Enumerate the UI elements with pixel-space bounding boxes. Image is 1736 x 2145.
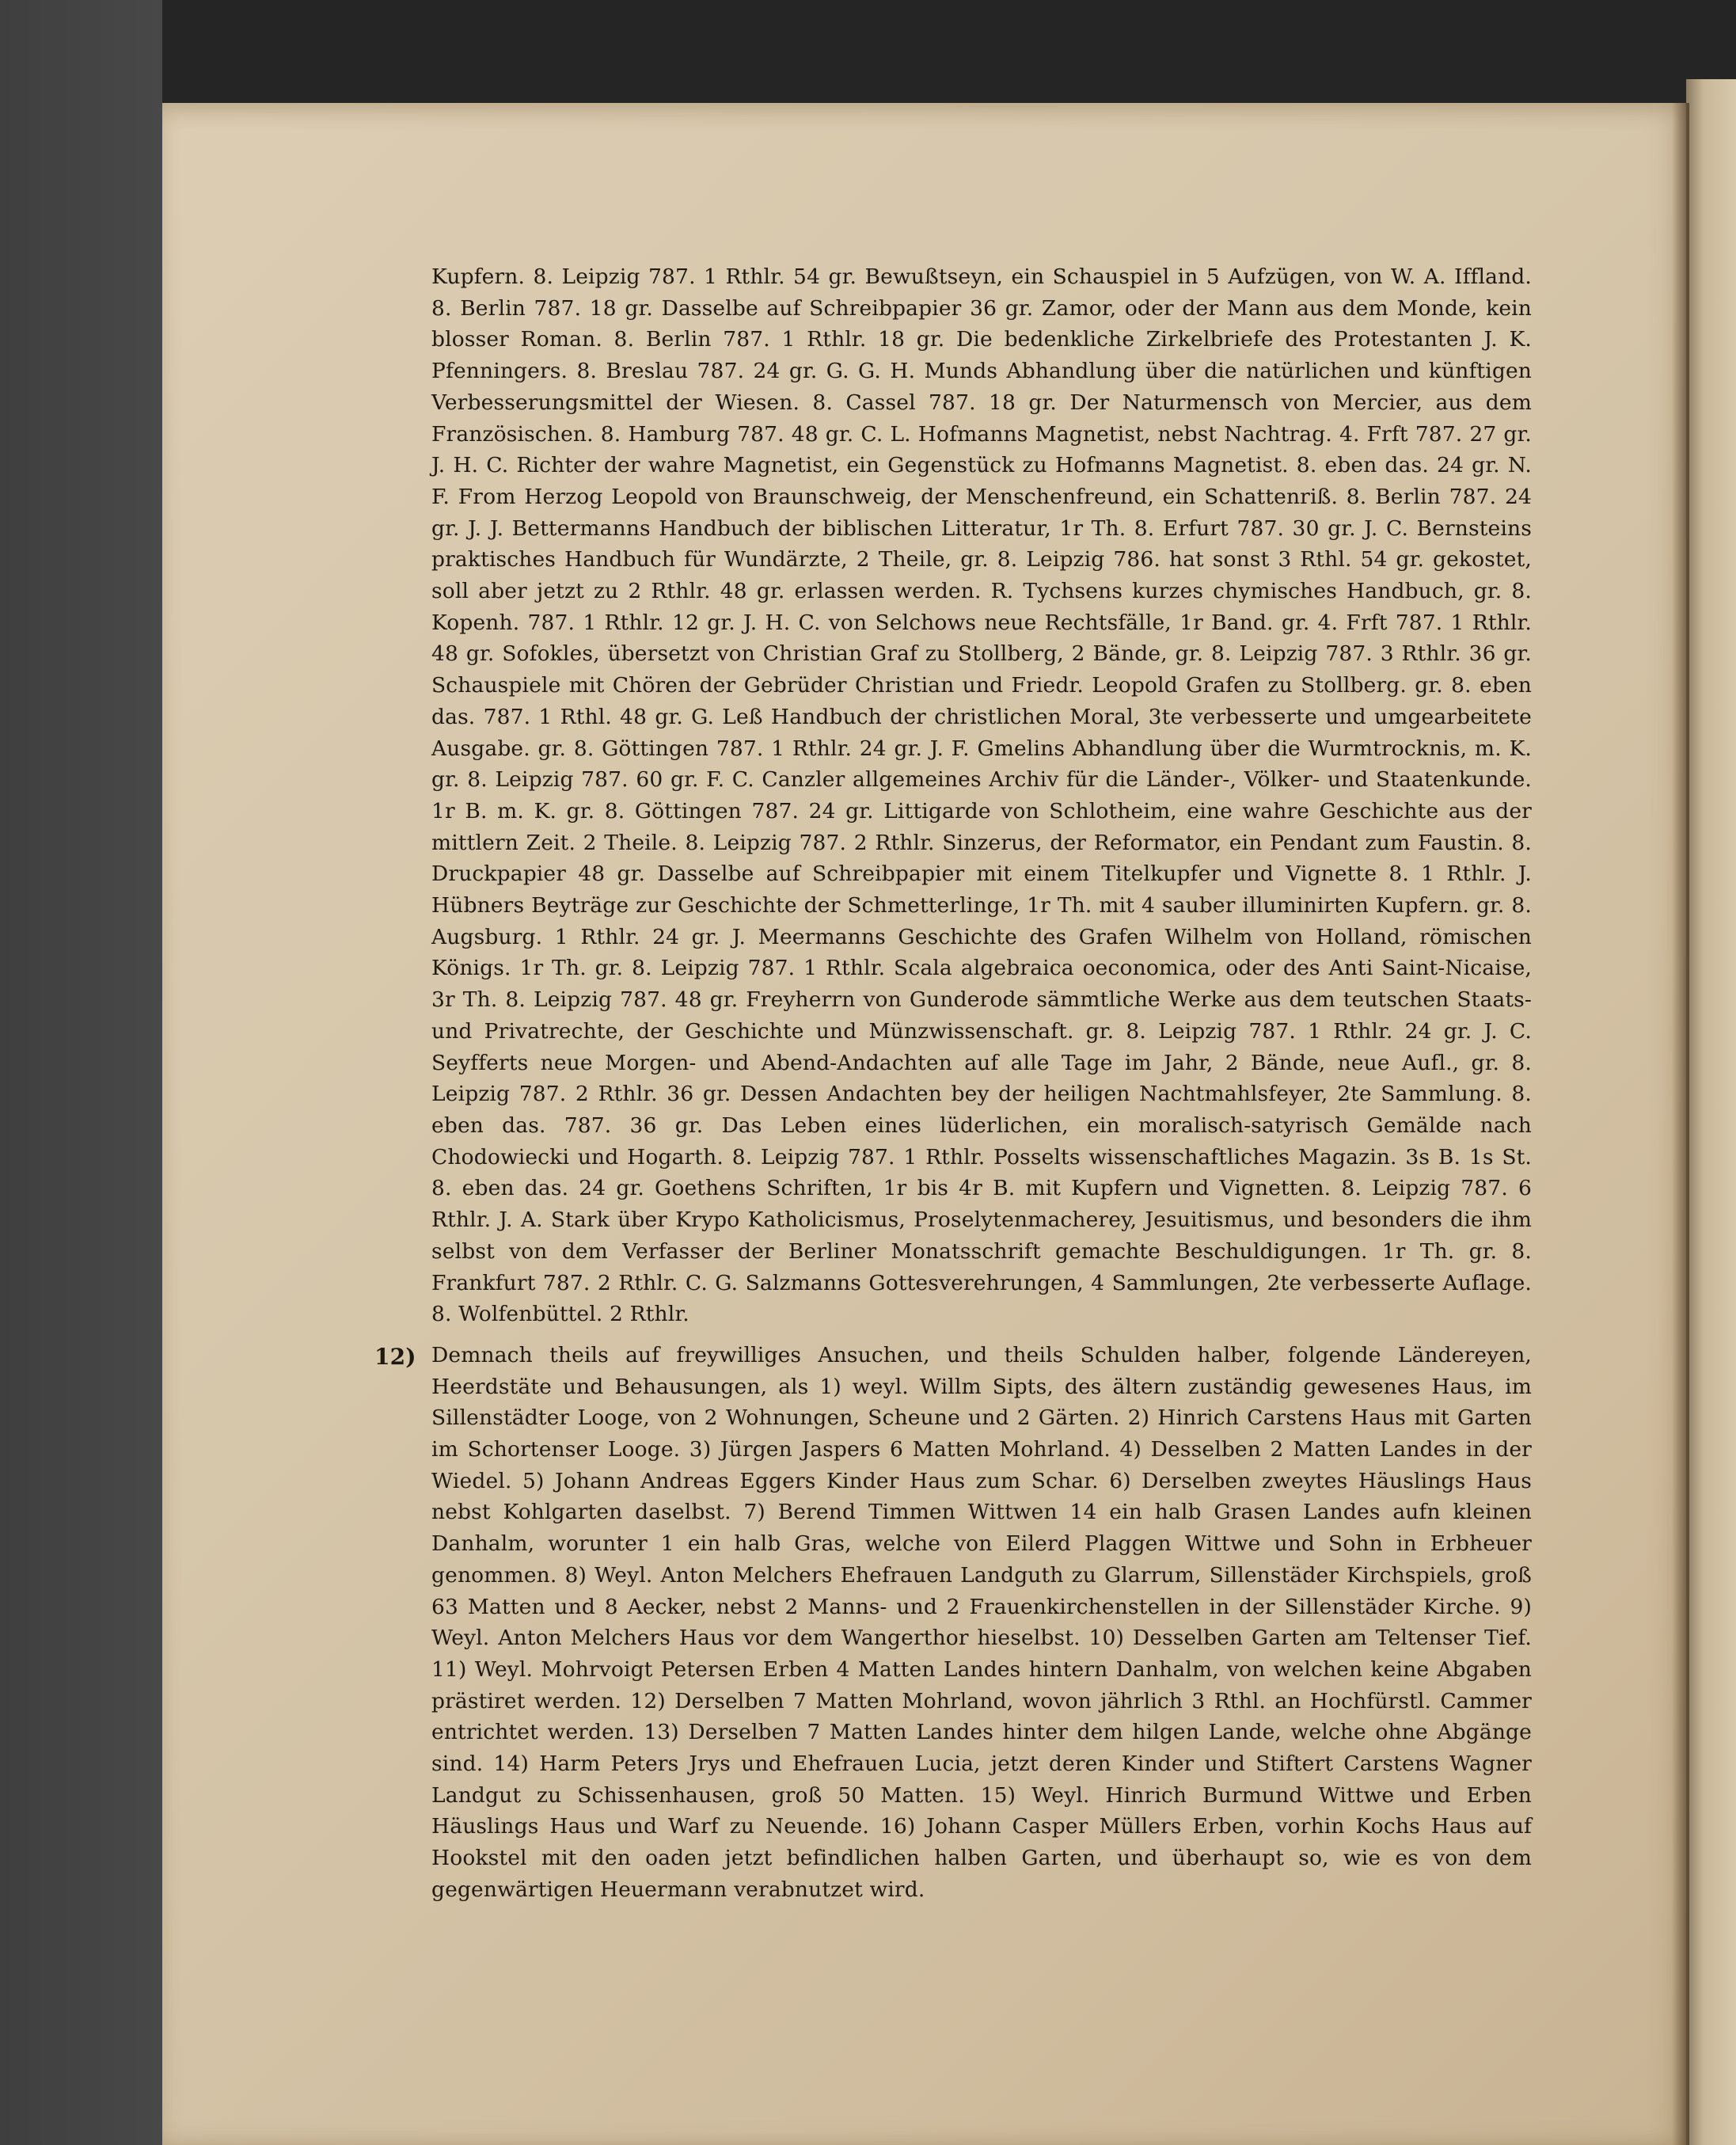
book-listing-paragraph: Kupfern. 8. Leipzig 787. 1 Rthlr. 54 gr. Bewußtseyn, ein Schauspiel in 5 Aufzügen, von W. A. Iffland. 8. Berlin 787. 18 gr. Dasselbe auf Schreibpapier 36 gr. Zamor, oder der Mann aus dem Monde, kein blosser Roman. 8. Berlin 787. 1 Rthlr. 18 gr. Die bedenkliche Zirkelbriefe des Protestanten J. K. Pfenningers. 8. Breslau 787. 24 gr. G. G. H. Munds Abhandlung über die natürlichen und künftigen Verbesserungsmittel der Wiesen. 8. Cassel 787. 18 gr. Der Naturmensch von Mercier, aus dem Französischen. 8. Hamburg 787. 48 gr. C. L. Hofmanns Magnetist, nebst Nachtrag. 4. Frft 787. 27 gr. J. H. C. Richter der wahre Magnetist, ein Gegenstück zu Hofmanns Magnetist. 8. eben das. 24 gr. N. F. From Herzog Leopold von Braunschweig, der Menschenfreund, ein Schattenriß. 8. Berlin 787. 24 gr. J. J. Bettermanns Handbuch der biblischen Litteratur, 1r Th. 8. Erfurt 787. 30 gr. J. C. Bernsteins praktisches Handbuch für Wundärzte, 2 Theile, gr. 8. Leipzig 786. hat sonst 3 Rthl. 54 gr. gekostet, soll aber jetzt zu 2 Rthlr. 48 gr. erlassen werden. R. Tychsens kurzes chymisches Handbuch, gr. 8. Kopenh. 787. 1 Rthlr. 12 gr. J. H. C. von Selchows neue Rechtsfälle, 1r Band. gr. 4. Frft 787. 1 Rthlr. 48 gr. Sofokles, übersetzt von Christian Graf zu Stollberg, 2 Bände, gr. 8. Leipzig 787. 3 Rthlr. 36 gr. Schauspiele mit Chören der Gebrüder Christian und Friedr. Leopold Grafen zu Stollberg. gr. 8. eben das. 787. 1 Rthl. 48 gr. G. Leß Handbuch der christlichen Moral, 3te verbesserte und umgearbeitete Ausgabe. gr. 8. Göttingen 787. 1 Rthlr. 24 gr. J. F. Gmelins Abhandlung über die Wurmtrocknis, m. K. gr. 8. Leipzig 787. 60 gr. F. C. Canzler allgemeines Archiv für die Länder-, Völker- und Staatenkunde. 1r B. m. K. gr. 8. Göttingen 787. 24 gr. Littigarde von Schlotheim, eine wahre Geschichte aus der mittlern Zeit. 2 Theile. 8. Leipzig 787. 2 Rthlr. Sinzerus, der Reformator, ein Pendant zum Faustin. 8. Druckpapier 48 gr. Dasselbe auf Schreibpapier mit einem Titelkupfer und Vignette 8. 1 Rthlr. J. Hübners Beyträge zur Geschichte der Schmetterlinge, 1r Th. mit 4 sauber illuminirten Kupfern. gr. 8. Augsburg. 1 Rthlr. 24 gr. J. Meermanns Geschichte des Grafen Wilhelm von Holland, römischen Königs. 1r Th. gr. 8. Leipzig 787. 1 Rthlr. Scala algebraica oeconomica, oder des Anti Saint-Nicaise, 3r Th. 8. Leipzig 787. 48 gr. Freyherrn von Gunderode sämmtliche Werke aus dem teutschen Staats- und Privatrechte, der Geschichte und Münzwissenschaft. gr. 8. Leipzig 787. 1 Rthlr. 24 gr. J. C. Seyfferts neue Morgen- und Abend-Andachten auf alle Tage im Jahr, 2 Bände, neue Aufl., gr. 8. Leipzig 787. 2 Rthlr. 36 gr. Dessen Andachten bey der heiligen Nachtmahlsfeyer, 2te Sammlung. 8. eben das. 787. 36 gr. Das Leben eines lüderlichen, ein moralisch-satyrisch Gemälde nach Chodowiecki und Hogarth. 8. Leipzig 787. 1 Rthlr. Posselts wissenschaftliches Magazin. 3s B. 1s St. 8. eben das. 24 gr. Goethens Schriften, 1r bis 4r B. mit Kupfern und Vignetten. 8. Leipzig 787. 6 Rthlr. J. A. Stark über Krypo Katholicismus, Proselytenmacherey, Jesuitismus, und besonders die ihm selbst von dem Verfasser der Berliner Monatsschrift gemachte Beschuldigungen. 1r Th. gr. 8. Frankfurt 787. 2 Rthlr. C. G. Salzmanns Gottesverehrungen, 4 Sammlungen, 2te verbesserte Auflage. 8. Wolfenbüttel. 2 Rthlr. [431, 264, 1532, 1327]
facing-page-edge [1686, 79, 1736, 2145]
item-number: 12) [374, 1343, 416, 1370]
page-text [374, 261, 1532, 1906]
land-sale-paragraph: Demnach theils auf freywilliges Ansuchen, und theils Schulden halber, folgende Ländereyen, Heerdstäte und Behausungen, als 1) weyl. Willm Sipts, des ältern zuständig gewesenes Haus, im Sillenstädter Looge, von 2 Wohnungen, Scheune und 2 Gärten. 2) Hinrich Carstens Haus mit Garten im Schortenser Looge. 3) Jürgen Jaspers 6 Matten Mohrland. 4) Desselben 2 Matten Landes in der Wiedel. 5) Johann Andreas Eggers Kinder Haus zum Schar. 6) Derselben zweytes Häuslings Haus nebst Kohlgarten daselbst. 7) Berend Timmen Wittwen 14 ein halb Grasen Landes aufn kleinen Danhalm, worunter 1 ein halb Gras, welche von Eilerd Plaggen Wittwe und Sohn in Erbheuer genommen. 8) Weyl. Anton Melchers Ehefrauen Landguth zu Glarrum, Sillenstäder Kirchspiels, groß 63 Matten und 8 Aecker, nebst 2 Manns- und 2 Frauenkirchenstellen in der Sillenstäder Kirche. 9) Weyl. Anton Melchers Haus vor dem Wangerthor hieselbst. 10) Desselben Garten am Teltenser Tief. 11) Weyl. Mohrvoigt Petersen Erben 4 Matten Landes hintern Danhalm, von welchen keine Abgaben prästiret werden. 12) Derselben 7 Matten Mohrland, wovon jährlich 3 Rthl. an Hochfürstl. Cammer entrichtet werden. 13) Derselben 7 Matten Landes hinter dem hilgen Lande, welche ohne Abgänge sind. 14) Harm Peters Jrys und Ehefrauen Lucia, jetzt deren Kinder und Stiftert Carstens Wagner Landgut zu Schissenhausen, groß 50 Matten. 15) Weyl. Hinrich Burmund Wittwe und Erben Häuslings Haus und Warf zu Neuende. 16) Johann Casper Müllers Erben, vorhin Kochs Haus auf Hookstel mit den oaden jetzt befindlichen halben Garten, und überhaupt so, wie es von dem gegenwärtigen Heuermann verabnutzet wird. [431, 1342, 1532, 1902]
book-gutter-shadow [1672, 103, 1689, 2145]
scanner-background-top [0, 0, 1736, 107]
scanner-background-left [0, 0, 162, 2145]
land-sale-notice [374, 1340, 1532, 1906]
